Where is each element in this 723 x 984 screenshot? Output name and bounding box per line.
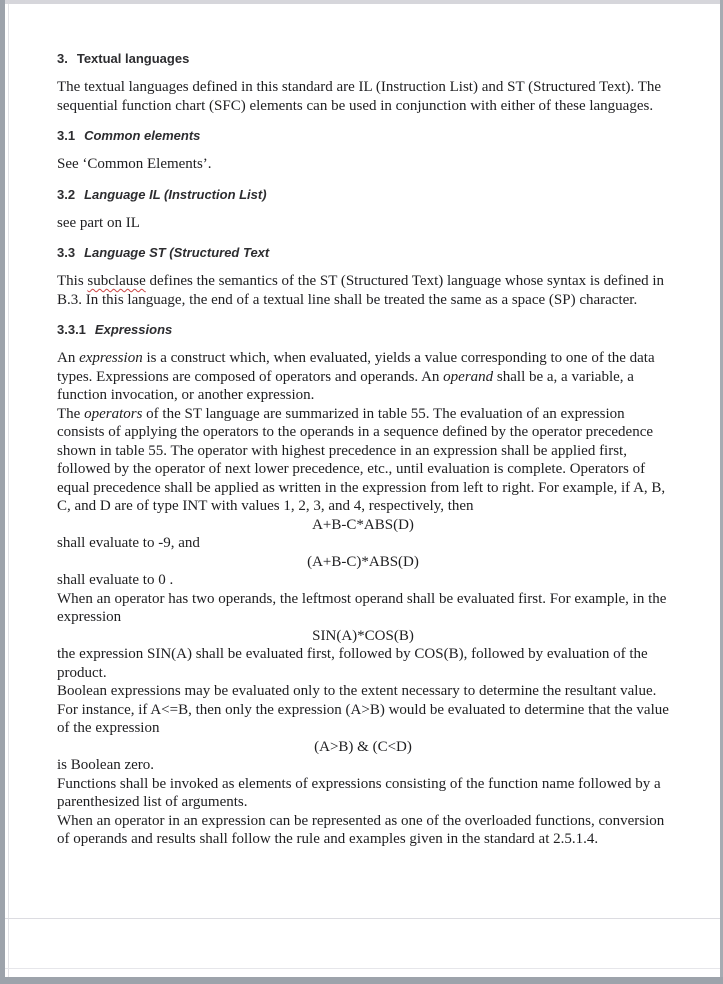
text-run: An: [57, 350, 80, 366]
paragraph-see-part-on-il: see part on IL: [57, 214, 140, 231]
heading-number: 3.3.1: [57, 322, 86, 337]
heading-title: Language IL (Instruction List): [84, 186, 267, 202]
page-edge-left: [0, 0, 5, 984]
document-page: [57, 50, 669, 849]
misspelled-word: subclause: [87, 273, 146, 289]
formula-expression-1: A+B-C*ABS(D): [312, 516, 414, 533]
paragraph-boolean-zero: is Boolean zero.: [57, 757, 155, 773]
paragraph-sin-cos-order: the expression SIN(A) shall be evaluated first, followed by COS(B), followed by evaluation of the product.: [57, 646, 648, 681]
paragraph-evaluates-0: shall evaluate to 0 .: [57, 572, 174, 588]
text-run: This: [57, 273, 88, 289]
heading-title: Textual languages: [76, 51, 190, 66]
heading-title: Expressions: [94, 322, 173, 337]
text-run: The: [57, 405, 85, 422]
paragraph-intro: The textual languages defined in this standard are IL (Instruction List) and ST (Structured Text). The sequential function chart (SFC) elements can be used in conjunction with either of these languages.: [57, 79, 662, 114]
formula-expression-4: (A>B) & (C<D): [314, 738, 412, 755]
heading-number: 3.3: [57, 245, 76, 260]
page-inner-border-bottom: [5, 918, 720, 919]
paragraph-evaluates-minus-9: shall evaluate to -9, and: [57, 535, 200, 551]
heading-title: Common elements: [84, 128, 201, 143]
paragraph-two-operands: When an operator has two operands, the leftmost operand shall be evaluated first. For example, in the expression: [57, 590, 667, 625]
page-inner-border-bottom-2: [5, 968, 720, 969]
paragraph-expression-definition: [57, 349, 669, 405]
heading-title: Language ST (Structured Text: [84, 245, 270, 260]
heading-number: 3.: [57, 51, 68, 66]
italic-term: operators: [84, 405, 143, 422]
page-edge-top: [0, 0, 723, 4]
paragraph-function-invocation: Functions shall be invoked as elements of expressions consisting of the function name followed by a parenthesized list of arguments.: [57, 775, 661, 810]
page-edge-bottom: [0, 977, 723, 984]
heading-common-elements: [57, 127, 669, 144]
formula-expression-2: (A+B-C)*ABS(D): [307, 553, 419, 570]
paragraph-overloaded-functions: When an operator in an expression can be represented as one of the overloaded functions, conversion of operands and results shall follow the rule and examples given in the standard at 2.5.1.4.: [57, 812, 665, 847]
heading-number: 3.2: [57, 186, 76, 202]
paragraph-operators-precedence: [57, 405, 669, 516]
heading-textual-languages: [57, 50, 669, 67]
paragraph-boolean-evaluation: Boolean expressions may be evaluated only to the extent necessary to determine the resultant value. For instance, if A<=B, then only the expression (A>B) would be evaluated to determine that the value of the expression: [57, 683, 669, 736]
paragraph-see-common-elements: See ‘Common Elements’.: [57, 156, 212, 172]
heading-expressions: [57, 321, 669, 338]
text-run: shall be a, a variable, a function invocation, or another expression.: [57, 368, 634, 403]
paragraph-st-semantics: [57, 272, 669, 309]
italic-term: expression: [79, 350, 143, 366]
italic-term: operand: [443, 368, 494, 385]
heading-number: 3.1: [57, 128, 76, 143]
page-inner-border-left: [8, 4, 9, 977]
heading-language-il: [57, 186, 669, 203]
text-run: is a construct which, when evaluated, yields a value corresponding to one of the data types. Expressions are composed of operators and operands. An: [57, 350, 655, 385]
heading-language-st: [57, 244, 669, 261]
text-run: defines the semantics of the ST (Structured Text) language whose syntax is defined in B.3. In this language, the end of a textual line shall be treated the same as a space (SP) character.: [57, 273, 665, 308]
formula-expression-3: SIN(A)*COS(B): [312, 627, 414, 644]
text-run: of the ST language are summarized in table 55. The evaluation of an expression consists of applying the operators to the operands in a sequence defined by the operator precedence shown in table 55. The operator with highest precedence in an expression shall be applied first, followed by the operator of next lower precedence, etc., until evaluation is complete. Operators of equal precedence shall be applied as written in the expression from left to right. For example, if A, B, C, and D are of type INT with values 1, 2, 3, and 4, respectively, then: [57, 405, 666, 514]
